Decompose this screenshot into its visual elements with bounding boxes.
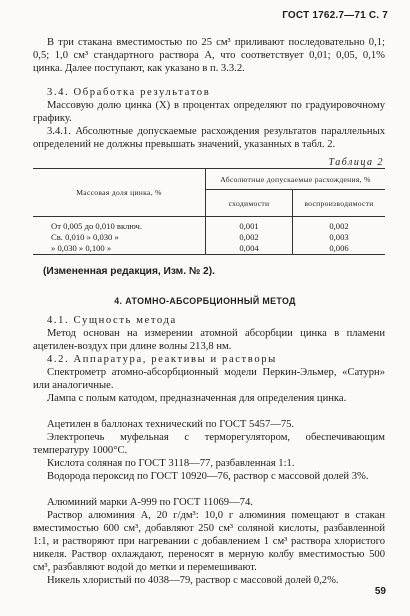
paragraph-standard-solutions: В три стакана вместимостью по 25 см³ приливают последовательно 0,1; 0,5; 1,0 см³ стандартного раствора А, что соответствует 0,01; 0,05, 0,1% цинка. Далее поступают, как указано в п. 3.3.2.	[33, 37, 385, 74]
paragraph-hydrochloric-acid: Кислота соляная по ГОСТ 3118—77, разбавленная 1:1.	[47, 458, 295, 469]
revision-note: (Измененная редакция, Изм. № 2).	[43, 266, 215, 277]
section-title: 4. АТОМНО-АБСОРБЦИОННЫЙ МЕТОД	[114, 296, 296, 306]
paragraph-nickel-chloride: Никель хлористый по 4038—79, раствор с массовой долей 0,2%.	[47, 575, 339, 586]
table-cell-convergence: 0,002	[206, 232, 293, 243]
table-cell-reproducibility: 0,006	[293, 243, 386, 255]
paragraph-acetylene: Ацетилен в баллонах технический по ГОСТ 5457—75.	[47, 419, 295, 430]
table-cell-range: Св. 0,010 » 0,030 »	[51, 231, 119, 242]
table-cell-convergence: 0,004	[206, 243, 293, 255]
subsection-heading-essence: 4.1. Сущность метода	[47, 315, 177, 326]
paragraph-hydrogen-peroxide: Водорода пероксид по ГОСТ 10920—76, раствор с массовой долей 3%.	[47, 471, 369, 482]
table-cell-reproducibility: 0,003	[293, 232, 386, 243]
table-row	[33, 221, 385, 232]
table-subheader-reproducibility: воспроизводимости	[293, 190, 386, 217]
paragraph-mass-fraction: Массовую долю цинка (X) в процентах определяют по градуировочному графику.	[33, 100, 385, 124]
subsection-heading-apparatus: 4.2. Аппаратура, реактивы и растворы	[47, 354, 277, 365]
table-subheader-convergence: сходимости	[206, 190, 293, 217]
subsection-heading-processing: 3.4. Обработка результатов	[47, 87, 211, 98]
paragraph-method-basis: Метод основан на измерении атомной абсорбции цинка в пламени ацетилен-воздух при длине волны 213,8 нм.	[33, 328, 385, 352]
table-cell-reproducibility: 0,002	[293, 221, 386, 232]
paragraph-lamp: Лампа с полым катодом, предназначенная для определения цинка.	[47, 393, 347, 404]
paragraph-spectrometer: Спектрометр атомно-абсорбционный модели Перкин-Эльмер, «Сатурн» или аналогичные.	[33, 367, 385, 391]
table-row	[33, 232, 385, 243]
page-header: ГОСТ 1762.7—71 С. 7	[282, 10, 388, 21]
table-cell-convergence: 0,001	[206, 221, 293, 232]
page-number: 59	[374, 586, 386, 597]
paragraph-tolerances: 3.4.1. Абсолютные допускаемые расхождения результатов параллельных определений не должны превышать значений, указанных в табл. 2.	[33, 126, 385, 150]
table-cell-range: » 0,030 » 0,100 »	[33, 243, 206, 255]
table-group-header: Абсолютные допускаемые расхождения, %	[206, 169, 386, 190]
paragraph-muffle-furnace: Электропечь муфельная с терморегулятором, обеспечивающим температуру 1000°С.	[33, 432, 385, 456]
paragraph-aluminium: Алюминий марки А-999 по ГОСТ 11069—74.	[47, 497, 253, 508]
tolerance-table	[33, 168, 385, 255]
table-cell-range: От 0,005 до 0,010 включ.	[51, 220, 142, 231]
table-row	[33, 243, 385, 255]
paragraph-aluminium-solution: Раствор алюминия А, 20 г/дм³: 10,0 г алюминия помещают в стакан вместимостью 600 см³, добавляют 250 см³ соляной кислоты, разбавленной 1:1, и растворяют при нагревании с добавлением 1 см³ раствора хлористого никеля. Раствор охлаждают, переносят в мерную колбу вместимостью 500 см³, разбавляют водой до метки и перемешивают.	[33, 510, 385, 573]
table-col-header-mass-fraction: Массовая доля цинка, %	[33, 169, 206, 217]
table-caption: Таблица 2	[328, 157, 384, 168]
